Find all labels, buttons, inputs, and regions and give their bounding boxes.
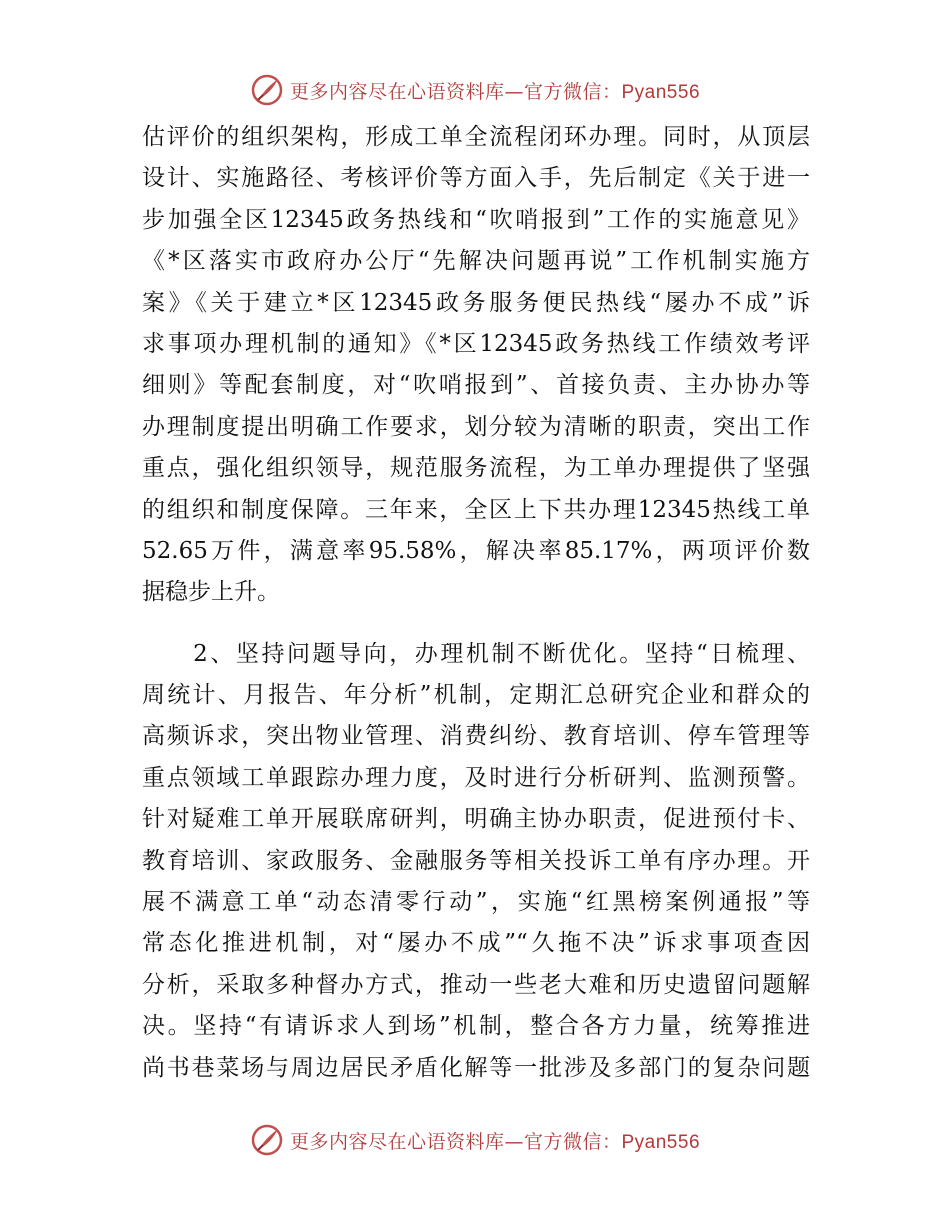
text-line: 分析，采取多种督办方式，推动一些老大难和历史遗留问题解 [142, 971, 810, 998]
text-line: 细则》等配套制度，对“吹哨报到”、首接负责、主办协办等 [142, 372, 810, 399]
text-line: 展不满意工单“动态清零行动”，实施“红黑榜案例通报”等 [142, 889, 810, 916]
text-line: 案》《关于建立*区12345政务服务便民热线“屡办不成”诉 [142, 289, 810, 316]
paragraph-2 [142, 634, 810, 1089]
text-line: 尚书巷菜场与周边居民矛盾化解等一批涉及多部门的复杂问题 [142, 1054, 810, 1081]
text-line: 2、坚持问题导向，办理机制不断优化。坚持“日梳理、 [142, 640, 810, 667]
wechat-id: Pyan556 [621, 81, 701, 103]
paragraph-1 [142, 117, 810, 614]
paragraph-spacer [142, 614, 810, 634]
text-line: 周统计、月报告、年分析”机制，定期汇总研究企业和群众的 [142, 682, 810, 709]
text-line: 常态化推进机制，对“屡办不成”“久拖不决”诉求事项查因 [142, 930, 810, 957]
text-line: 针对疑难工单开展联席研判，明确主协办职责，促进预付卡、 [142, 806, 810, 833]
text-line: 据稳步上升。 [142, 579, 280, 606]
header-banner-text: 更多内容尽在心语资料库—官方微信：Pyan556 [289, 80, 701, 103]
document-body [142, 117, 810, 1089]
wechat-id: Pyan556 [621, 1131, 701, 1153]
text-line: 的组织和制度保障。三年来，全区上下共办理12345热线工单 [142, 496, 810, 523]
footer-banner-text: 更多内容尽在心语资料库—官方微信：Pyan556 [289, 1130, 701, 1153]
text-line: 重点领域工单跟踪办理力度，及时进行分析研判、监测预警。 [142, 764, 810, 791]
text-line: 求事项办理机制的通知》《*区12345政务热线工作绩效考评 [142, 330, 810, 357]
text-line: 《*区落实市政府办公厅“先解决问题再说”工作机制实施方 [142, 248, 810, 275]
text-line: 步加强全区12345政务热线和“吹哨报到”工作的实施意见》 [142, 206, 810, 233]
feather-pen-logo-icon [250, 1123, 284, 1157]
text-line: 设计、实施路径、考核评价等方面入手，先后制定《关于进一 [142, 165, 810, 192]
text-line: 教育培训、家政服务、金融服务等相关投诉工单有序办理。开 [142, 847, 810, 874]
text-line: 决。坚持“有请诉求人到场”机制，整合各方力量，统筹推进 [142, 1013, 810, 1040]
feather-pen-logo-icon [250, 73, 284, 107]
text-line: 重点，强化组织领导，规范服务流程，为工单办理提供了坚强 [142, 455, 810, 482]
text-line: 办理制度提出明确工作要求，划分较为清晰的职责，突出工作 [142, 413, 810, 440]
footer-banner [0, 1120, 950, 1160]
header-banner [0, 70, 950, 110]
text-line: 高频诉求，突出物业管理、消费纠纷、教育培训、停车管理等 [142, 723, 810, 750]
text-line: 52.65万件，满意率95.58%，解决率85.17%，两项评价数 [142, 537, 810, 564]
text-line: 估评价的组织架构，形成工单全流程闭环办理。同时，从顶层 [142, 124, 810, 150]
